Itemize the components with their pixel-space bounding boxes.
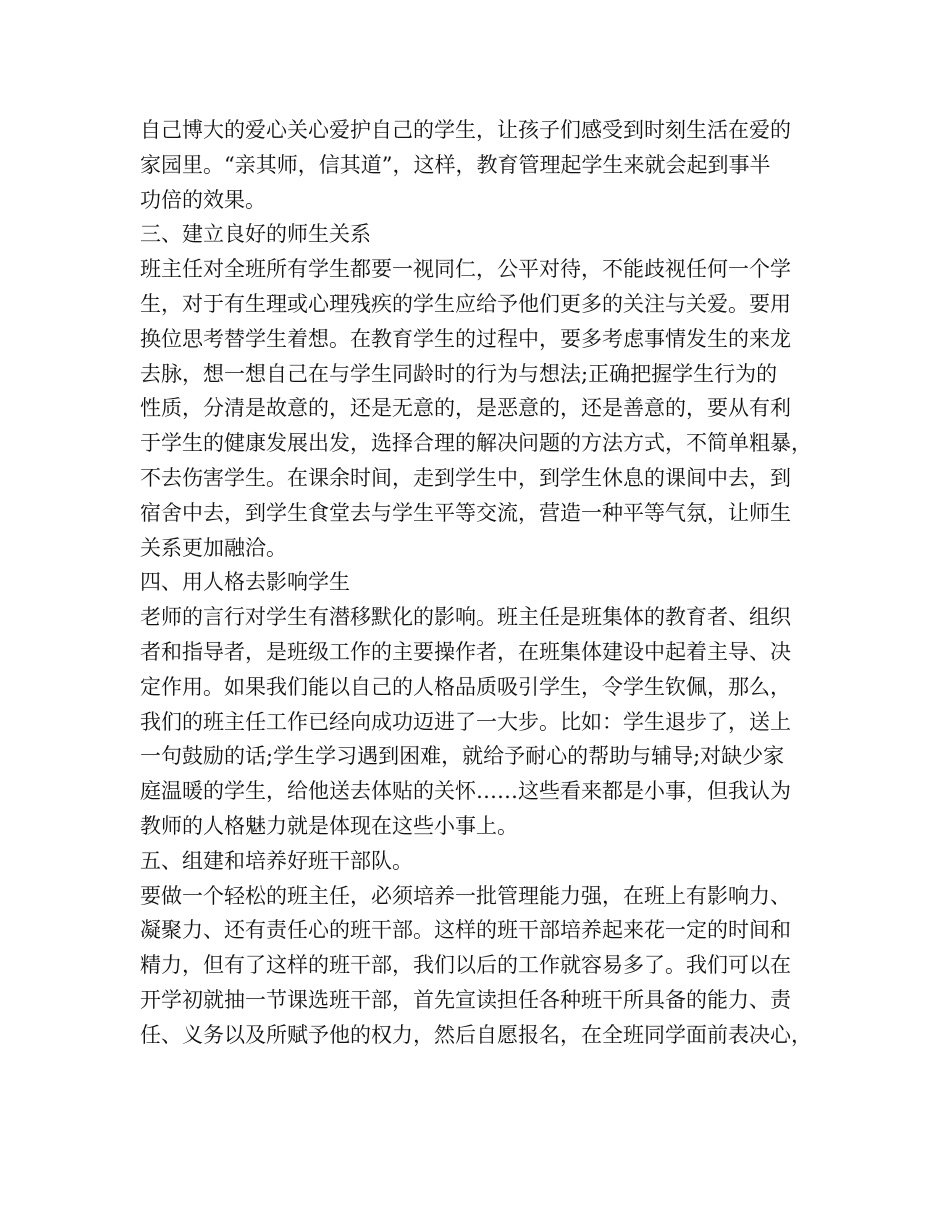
- paragraph-line: 庭温暖的学生，给他送去体贴的关怀……这些看来都是小事，但我认为: [140, 779, 791, 804]
- paragraph-line: 自己博大的爱心关心爱护自己的学生，让孩子们感受到时刻生活在爱的: [140, 118, 791, 142]
- paragraph-line: 宿舍中去，到学生食堂去与学生平等交流，营造一种平等气氛，让师生: [140, 500, 791, 525]
- paragraph-line: 老师的言行对学生有潜移默化的影响。班主任是班集体的教育者、组织: [140, 605, 791, 630]
- paragraph-line: 不去伤害学生。在课余时间，走到学生中，到学生休息的课间中去，到: [140, 465, 791, 490]
- section-heading: 三、建立良好的师生关系: [140, 222, 371, 247]
- document-body: [140, 113, 830, 1053]
- paragraph-line: 开学初就抽一节课选班干部，首先宣读担任各种班干所具备的能力、责: [140, 987, 791, 1012]
- paragraph-line: 精力，但有了这样的班干部，我们以后的工作就容易多了。我们可以在: [140, 953, 791, 978]
- section-heading: 五、组建和培养好班干部队。: [140, 848, 413, 873]
- paragraph-line: 要做一个轻松的班主任，必须培养一批管理能力强，在班上有影响力、: [140, 883, 791, 908]
- paragraph-line: 者和指导者，是班级工作的主要操作者，在班集体建设中起着主导、决: [140, 639, 791, 664]
- paragraph-line: 任、义务以及所赋予他的权力，然后自愿报名，在全班同学面前表决心，: [140, 1022, 812, 1047]
- paragraph-line: 生，对于有生理或心理残疾的学生应给予他们更多的关注与关爱。要用: [140, 291, 791, 316]
- paragraph-line: 我们的班主任工作已经向成功迈进了一大步。比如：学生退步了，送上: [140, 709, 791, 734]
- section-heading: 四、用人格去影响学生: [140, 570, 350, 595]
- paragraph-line: 定作用。如果我们能以自己的人格品质吸引学生，令学生钦佩，那么，: [140, 674, 791, 699]
- paragraph-line: 家园里。“亲其师，信其道”，这样，教育管理起学生来就会起到事半: [140, 152, 771, 177]
- paragraph-line: 于学生的健康发展出发，选择合理的解决问题的方法方式，不简单粗暴，: [140, 431, 812, 456]
- paragraph-line: 换位思考替学生着想。在教育学生的过程中，要多考虑事情发生的来龙: [140, 326, 791, 351]
- paragraph-line: 教师的人格魅力就是体现在这些小事上。: [140, 813, 518, 838]
- paragraph-line: 功倍的效果。: [140, 187, 266, 212]
- paragraph-line: 凝聚力、还有责任心的班干部。这样的班干部培养起来花一定的时间和: [140, 918, 791, 943]
- paragraph-line: 性质，分清是故意的，还是无意的，是恶意的，还是善意的，要从有利: [140, 396, 791, 421]
- paragraph-line: 一句鼓励的话;学生学习遇到困难，就给予耐心的帮助与辅导;对缺少家: [140, 744, 785, 769]
- paragraph-line: 关系更加融洽。: [140, 535, 287, 560]
- paragraph-line: 班主任对全班所有学生都要一视同仁，公平对待，不能歧视任何一个学: [140, 257, 791, 282]
- paragraph-line: 去脉，想一想自己在与学生同龄时的行为与想法;正确把握学生行为的: [140, 361, 778, 386]
